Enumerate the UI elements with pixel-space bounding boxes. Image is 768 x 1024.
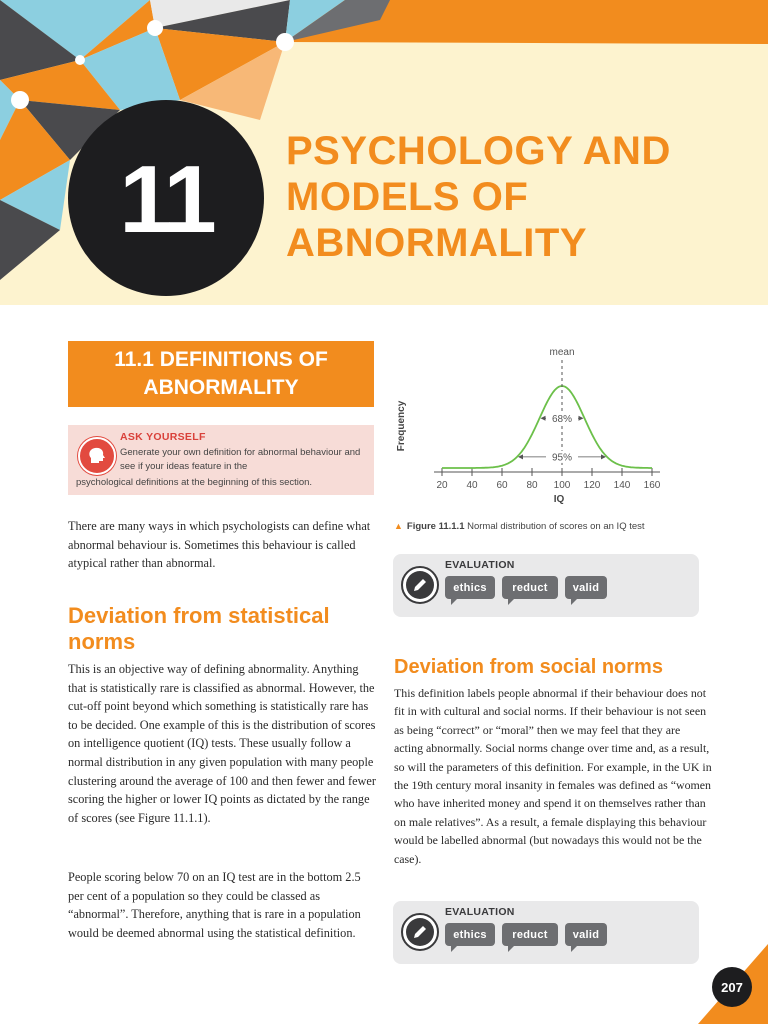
x-tick-label: 160 xyxy=(643,480,661,491)
tag-valid: valid xyxy=(565,923,607,946)
pencil-icon xyxy=(401,913,439,951)
section-title-box xyxy=(68,341,374,407)
mean-label: mean xyxy=(549,347,575,358)
chapter-title: PSYCHOLOGY AND MODELS OF ABNORMALITY xyxy=(286,129,671,265)
figure-caption xyxy=(394,521,714,532)
pencil-icon xyxy=(401,566,439,604)
chapter-number-badge xyxy=(68,100,264,296)
caption-triangle-icon: ▲ xyxy=(394,521,403,531)
statistical-norms-heading: Deviation from statistical norms xyxy=(68,603,330,654)
tag-reduct: reduct xyxy=(502,576,558,599)
figure-caption-text: Normal distribution of scores on an IQ test xyxy=(467,521,645,532)
ask-yourself-text: Generate your own definition for abnormal behaviour and see if your ideas feature in the xyxy=(120,447,361,472)
annotation-label: 95% xyxy=(551,452,573,464)
evaluation-box-1 xyxy=(393,554,699,617)
x-tick-label: 100 xyxy=(553,480,571,491)
figure-label: Figure 11.1.1 xyxy=(406,521,465,532)
section-title: 11.1 DEFINITIONS OF ABNORMALITY xyxy=(114,348,328,399)
intro-paragraph: There are many ways in which psychologists can define what abnormal behaviour is. Sometimes this behaviour is called atypical rather than abnormal. xyxy=(68,519,371,571)
ask-yourself-title: ASK YOURSELF xyxy=(120,431,206,443)
page-number: 207 xyxy=(712,967,752,1007)
head-icon xyxy=(78,437,116,475)
statistical-paragraph-1: This is an objective way of defining abnormality. Anything that is statistically rare is classified as abnormal. However, the cut-off point beyond which something is statistically rare has to be decided. One example of this is the distribution of scores on intelligence quotient (IQ) tests. These usually follow a normal distribution in any given population with many people clustering around the average of 100 and then fewer and fewer scoring the higher or lower IQ points as dictated by the range of scores (see Figure 11.1.1). xyxy=(68,662,376,825)
x-tick-label: 80 xyxy=(526,480,538,491)
social-norms-paragraph: This definition labels people abnormal if their behaviour does not fit in with cultural and social norms. If their behaviour is not seen as being “correct” or “moral” then we may feel that they are acting abnormally. Social norms change over time and, as a result, so will the parameters of this definition. For example, in the UK in the 19th century moral insanity in females was defined as “women who have inherited money and spend it on themselves rather than on male relatives”. As a result, a female displaying this behaviour would be labelled abnormal (but nowadays this would not be the case). xyxy=(394,686,712,866)
evaluation-box-2 xyxy=(393,901,699,964)
x-tick-label: 120 xyxy=(583,480,601,491)
normal-distribution-chart xyxy=(392,340,682,520)
y-axis-label: Frequency xyxy=(396,400,407,452)
annotation-label: 68% xyxy=(551,413,573,425)
x-tick-label: 140 xyxy=(613,480,631,491)
evaluation-title: EVALUATION xyxy=(445,906,515,918)
tag-ethics: ethics xyxy=(445,923,495,946)
chapter-header xyxy=(0,0,768,305)
tag-valid: valid xyxy=(565,576,607,599)
ask-yourself-box xyxy=(68,425,374,495)
x-tick-label: 20 xyxy=(436,480,448,491)
chapter-number: 11 xyxy=(119,146,213,253)
x-tick-label: 40 xyxy=(466,480,478,491)
social-norms-heading: Deviation from social norms xyxy=(394,656,663,678)
figure-chart xyxy=(392,340,682,520)
x-axis-label: IQ xyxy=(553,494,565,505)
tag-ethics: ethics xyxy=(445,576,495,599)
statistical-paragraph-2: People scoring below 70 on an IQ test are in the bottom 2.5 per cent of a population so they could be classed as “abnormal”. Therefore, anything that is rare in a population would be deemed abnormal using the statistical definition. xyxy=(68,870,361,940)
evaluation-title: EVALUATION xyxy=(445,559,515,571)
tag-reduct: reduct xyxy=(502,923,558,946)
ask-yourself-text-continued: psychological definitions at the beginning of this section. xyxy=(76,477,313,488)
x-tick-label: 60 xyxy=(496,480,508,491)
